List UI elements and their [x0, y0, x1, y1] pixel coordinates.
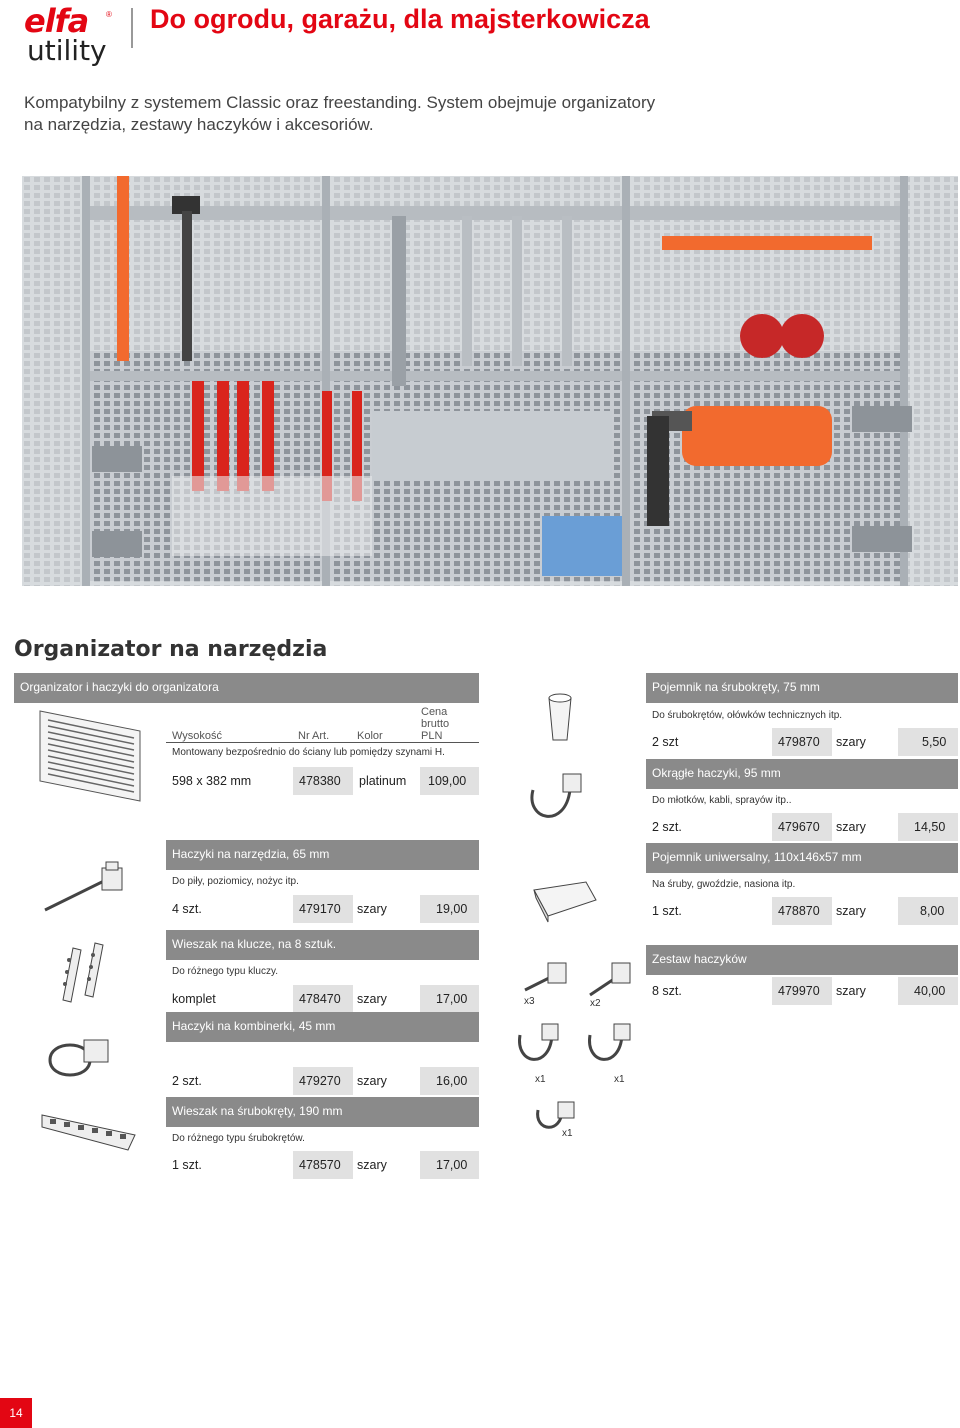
- brand-logo-elfa: elfa: [24, 2, 89, 40]
- set-price: 40,00: [898, 977, 958, 1005]
- screwdrivers-price: 17,00: [420, 1151, 479, 1179]
- page-title: Do ogrodu, garażu, dla majsterkowicza: [150, 4, 650, 34]
- set-label-x1-b: x1: [614, 1074, 625, 1085]
- hooks65-price: 19,00: [420, 895, 479, 923]
- hooks65-row: [166, 895, 479, 923]
- screwdrivers-qty: 1 szt.: [172, 1158, 202, 1172]
- organizer-art: 478380: [293, 767, 353, 795]
- pliers-row: [166, 1067, 479, 1095]
- art-column-shade: [293, 700, 353, 830]
- set-label-x1-c: x1: [562, 1128, 573, 1139]
- hook-set-icon-a: [520, 955, 640, 1010]
- round-hooks-art: 479670: [772, 813, 832, 841]
- table-rule: [166, 742, 479, 743]
- tool-wall-photo: [22, 176, 958, 586]
- screwdriver-holder-icon: [545, 692, 575, 744]
- intro-text: Kompatybilny z systemem Classic oraz freestanding. System obejmuje organizatory na narzędzia, zestawy haczyków i akcesoriów.: [24, 93, 656, 134]
- screwdrivers-art: 478570: [293, 1151, 353, 1179]
- set-qty: 8 szt.: [652, 984, 682, 998]
- universal-desc: Na śruby, gwoździe, nasiona itp.: [652, 879, 796, 890]
- round-hooks-qty: 2 szt.: [652, 820, 682, 834]
- holder-price: 5,50: [898, 728, 958, 756]
- set-color: szary: [836, 984, 866, 998]
- holder-row: [646, 728, 958, 756]
- keys-desc: Do różnego typu kluczy.: [172, 966, 278, 977]
- hooks65-qty: 4 szt.: [172, 902, 202, 916]
- header-divider: [131, 8, 133, 48]
- brand-logo-utility: utility: [27, 34, 107, 67]
- pliers-price: 16,00: [420, 1067, 479, 1095]
- keys-color: szary: [357, 992, 387, 1006]
- set-label-x2: x2: [590, 998, 601, 1009]
- organizer-row: [166, 767, 479, 795]
- screwdrivers-desc: Do różnego typu śrubokrętów.: [172, 1133, 305, 1144]
- holder-bar: Pojemnik na śrubokręty, 75 mm: [646, 673, 958, 703]
- round-hooks-desc: Do młotków, kabli, sprayów itp..: [652, 795, 792, 806]
- pliers-color: szary: [357, 1074, 387, 1088]
- round-hooks-row: [646, 813, 958, 841]
- set-bar: Zestaw haczyków: [646, 945, 958, 975]
- round-hooks-color: szary: [836, 820, 866, 834]
- page-number: 14: [0, 1398, 32, 1428]
- keys-art: 478470: [293, 985, 353, 1013]
- universal-qty: 1 szt.: [652, 904, 682, 918]
- universal-art: 478870: [772, 897, 832, 925]
- set-row: [646, 977, 958, 1005]
- round-hooks-bar: Okrągłe haczyki, 95 mm: [646, 759, 958, 789]
- screwdrivers-bar: Wieszak na śrubokręty, 190 mm: [166, 1097, 479, 1127]
- column-price: Cena brutto PLN: [421, 706, 450, 742]
- organizer-bar: Organizator i haczyki do organizatora: [14, 673, 479, 703]
- set-label-x3: x3: [524, 996, 535, 1007]
- hooks65-desc: Do piły, poziomicy, nożyc itp.: [172, 876, 299, 887]
- hooks65-art: 479170: [293, 895, 353, 923]
- set-label-x1-a: x1: [535, 1074, 546, 1085]
- tool-hook-icon: [40, 860, 130, 920]
- column-art: Nr Art.: [298, 730, 330, 742]
- organizer-price: 109,00: [420, 767, 479, 795]
- universal-row: [646, 897, 958, 925]
- organizer-size: 598 x 382 mm: [172, 774, 252, 788]
- holder-color: szary: [836, 735, 866, 749]
- universal-color: szary: [836, 904, 866, 918]
- pliers-qty: 2 szt.: [172, 1074, 202, 1088]
- column-color: Kolor: [357, 730, 383, 742]
- key-rack-icon: [55, 940, 115, 1010]
- holder-qty: 2 szt: [652, 735, 679, 749]
- universal-price: 8,00: [898, 897, 958, 925]
- screwdrivers-color: szary: [357, 1158, 387, 1172]
- universal-bin-icon: [530, 876, 600, 926]
- holder-desc: Do śrubokrętów, ołówków technicznych itp.: [652, 710, 843, 721]
- keys-bar: Wieszak na klucze, na 8 sztuk.: [166, 930, 479, 960]
- column-height: Wysokość: [172, 730, 223, 742]
- organizer-desc: Montowany bezpośrednio do ściany lub pomiędzy szynami H.: [172, 747, 445, 758]
- round-hooks-price: 14,50: [898, 813, 958, 841]
- screwdrivers-row: [166, 1151, 479, 1179]
- set-art: 479970: [772, 977, 832, 1005]
- keys-row: [166, 985, 479, 1013]
- universal-bar: Pojemnik uniwersalny, 110x146x57 mm: [646, 843, 958, 873]
- organizer-panel-icon: [30, 706, 150, 806]
- organizer-color: platinum: [359, 774, 407, 788]
- hook-set-icon-c: [532, 1100, 582, 1135]
- pliers-bar: Haczyki na kombinerki, 45 mm: [166, 1012, 479, 1042]
- hooks65-bar: Haczyki na narzędzia, 65 mm: [166, 840, 479, 870]
- section-title: Organizator na narzędzia: [14, 637, 328, 662]
- hooks65-color: szary: [357, 902, 387, 916]
- pliers-art: 479270: [293, 1067, 353, 1095]
- pliers-hook-icon: [40, 1030, 120, 1090]
- round-hook-icon: [525, 770, 585, 830]
- hook-set-icon-b: [510, 1020, 640, 1075]
- holder-art: 479870: [772, 728, 832, 756]
- screwdriver-rack-icon: [40, 1105, 140, 1155]
- brand-registered-mark: ®: [106, 10, 112, 19]
- keys-price: 17,00: [420, 985, 479, 1013]
- keys-qty: komplet: [172, 992, 216, 1006]
